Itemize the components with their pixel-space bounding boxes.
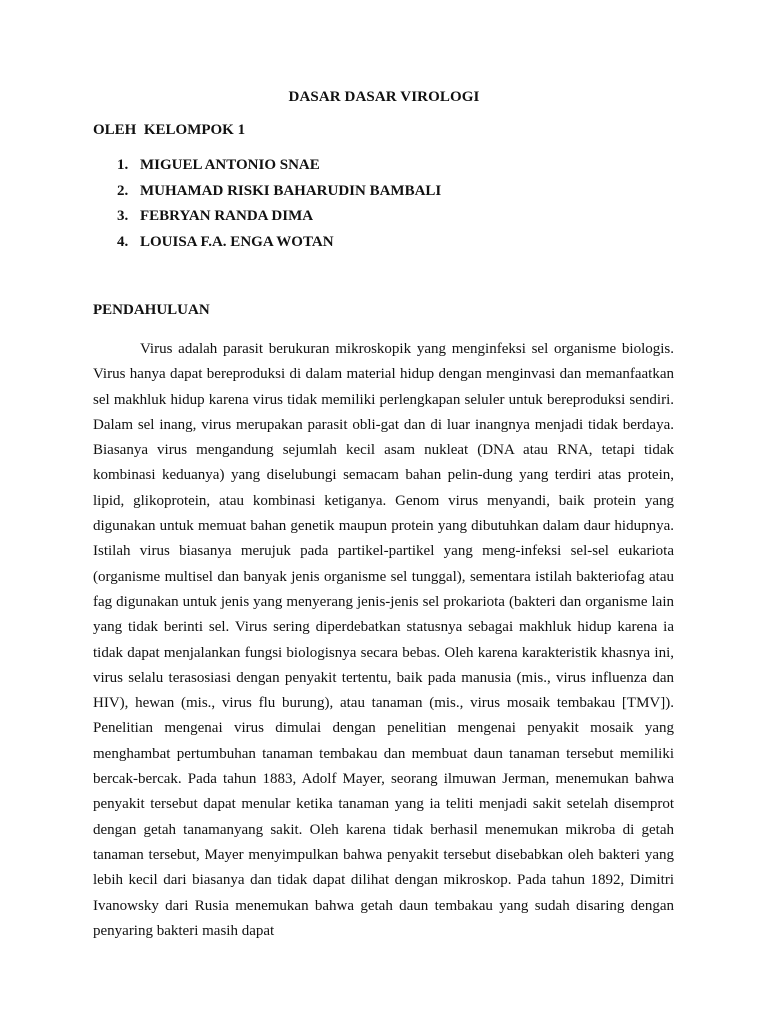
- list-number: 4.: [117, 233, 129, 250]
- member-name: MIGUEL ANTONIO SNAE: [140, 157, 320, 173]
- list-number: 2.: [117, 182, 129, 199]
- list-item: [93, 233, 441, 259]
- list-number: 1.: [117, 157, 129, 173]
- list-item: [93, 182, 441, 208]
- member-name: LOUISA F.A. ENGA WOTAN: [140, 233, 334, 250]
- list-item: [93, 207, 441, 233]
- member-name: FEBRYAN RANDA DIMA: [140, 208, 314, 224]
- group-heading: OLEH KELOMPOK 1: [93, 122, 246, 138]
- list-item: [93, 156, 441, 182]
- list-number: 3.: [117, 208, 129, 224]
- member-name: MUHAMAD RISKI BAHARUDIN BAMBALI: [140, 182, 442, 199]
- member-list: [93, 156, 441, 258]
- body-paragraph: Virus adalah parasit berukuran mikroskopik yang menginfeksi sel organisme biologis. Virus hanya dapat bereproduksi di dalam material hidup dengan menginvasi dan memanfaatkan sel makhluk hidup karena virus tidak memiliki perlengkapan seluler untuk bereproduksi sendiri. Dalam sel inang, virus merupakan parasit obli-gat dan di luar inangnya menjadi tidak berdaya. Biasanya virus mengandung sejumlah kecil asam nukleat (DNA atau RNA, tetapi tidak kombinasi keduanya) yang diselubungi semacam bahan pelin-dung yang terdiri atas protein, lipid, glikoprotein, atau kombinasi ketiganya. Genom virus menyandi, baik protein yang digunakan untuk memuat bahan genetik maupun protein yang dibutuhkan dalam daur hidupnya. Istilah virus biasanya merujuk pada partikel-partikel yang meng-infeksi sel-sel eukariota (organisme multisel dan banyak jenis organisme sel tunggal), sementara istilah bakteriofag atau fag digunakan untuk jenis yang menyerang jenis-jenis sel prokariota (bakteri dan organisme lain yang tidak berinti sel. Virus sering diperdebatkan statusnya sebagai makhluk hidup karena ia tidak dapat menjalankan fungsi biologisnya secara bebas. Oleh karena karakteristik khasnya ini, virus selalu terasosiasi dengan penyakit tertentu, baik pada manusia (mis., virus influenza dan HIV), hewan (mis., virus flu burung), atau tanaman (mis., virus mosaik tembakau [TMV]). Penelitian mengenai virus dimulai dengan penelitian mengenai penyakit mosaik yang menghambat pertumbuhan tanaman tembakau dan membuat daun tanaman tersebut memiliki bercak-bercak. Pada tahun 1883, Adolf Mayer, seorang ilmuwan Jerman, menemukan bahwa penyakit tersebut dapat menular ketika tanaman yang ia teliti menjadi sakit setelah disemprot dengan getah tanamanyang sakit. Oleh karena tidak berhasil menemukan mikroba di getah tanaman tersebut, Mayer menyimpulkan bahwa penyakit tersebut disebabkan oleh bakteri yang lebih kecil dari biasanya dan tidak dapat dilihat dengan mikroskop. Pada tahun 1892, Dimitri Ivanowsky dari Rusia menemukan bahwa getah daun tembakau yang sudah disaring dengan penyaring bakteri masih dapat: [93, 341, 674, 939]
- document-title: DASAR DASAR VIROLOGI: [288, 89, 480, 105]
- section-heading: PENDAHULUAN: [93, 302, 210, 318]
